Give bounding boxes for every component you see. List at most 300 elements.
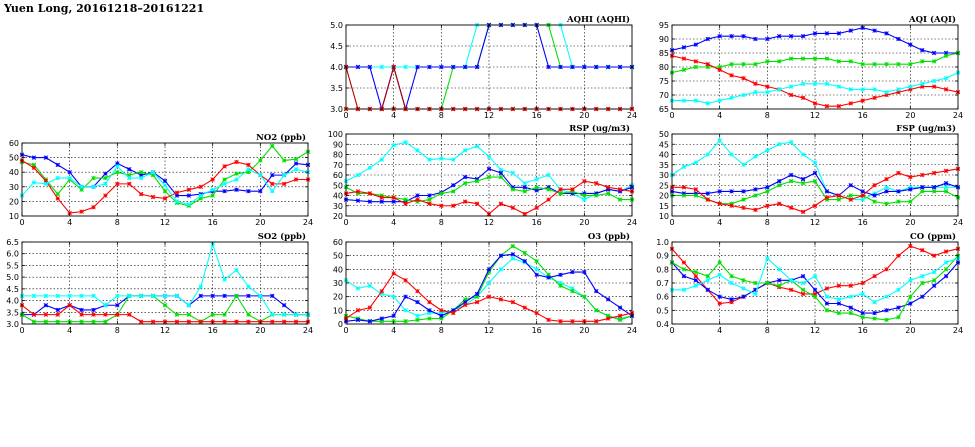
aqi-point-green [908, 62, 912, 66]
aqhi-point-blue [356, 65, 360, 69]
fsp-point-cyan [730, 153, 734, 157]
co-point-blue [944, 274, 948, 278]
fsp-point-cyan [694, 161, 698, 165]
co-point-green [908, 295, 912, 299]
rsp-point-red [571, 187, 575, 191]
y-tick-label: 60 [332, 171, 343, 180]
so2-point-cyan [223, 278, 227, 282]
y-tick-label: 50 [332, 251, 343, 261]
y-tick-label: 0.9 [656, 251, 669, 261]
y-tick-label: 70 [332, 160, 343, 170]
no2-point-cyan [80, 185, 84, 189]
so2-point-cyan [270, 313, 274, 317]
x-tick-label: 8 [438, 326, 444, 335]
aqi-point-green [777, 60, 781, 64]
fsp-point-red [789, 206, 793, 210]
fsp-point-green [682, 194, 686, 198]
no2-point-green [258, 159, 262, 163]
x-tick-label: 16 [857, 326, 868, 335]
aqi-point-blue [682, 46, 686, 50]
rsp-point-red [606, 185, 610, 189]
fsp-point-red [706, 198, 710, 202]
so2-point-blue [80, 308, 84, 312]
x-tick-label: 12 [809, 111, 821, 120]
aqi-point-cyan [730, 96, 734, 100]
so2-point-green [56, 320, 60, 324]
so2-point-red [32, 313, 36, 317]
aqi-point-red [706, 62, 710, 66]
rsp-point-green [547, 187, 551, 191]
rsp-point-green [523, 190, 527, 194]
y-tick-label: 1.0 [656, 238, 669, 247]
co-point-green [920, 281, 924, 285]
no2-point-green [56, 192, 60, 196]
x-tick-label: 0 [19, 218, 25, 227]
co-point-green [885, 318, 889, 322]
no2-point-red [92, 205, 96, 209]
rsp-point-cyan [487, 155, 491, 159]
no2-point-red [199, 185, 203, 189]
y-tick-label: 0.5 [656, 306, 669, 316]
rsp-point-cyan [416, 149, 420, 153]
fsp-point-cyan [718, 138, 722, 142]
o3-point-red [487, 295, 491, 299]
co-point-cyan [682, 288, 686, 292]
co-point-cyan [813, 274, 817, 278]
aqi-point-red [873, 96, 877, 100]
so2-point-red [247, 320, 251, 324]
x-tick-label: 20 [905, 218, 916, 227]
x-tick-label: 24 [626, 326, 638, 335]
rsp-point-red [439, 204, 443, 208]
o3-point-green [428, 317, 432, 321]
co-point-cyan [897, 288, 901, 292]
aqi-point-cyan [873, 88, 877, 92]
o3-point-green [523, 251, 527, 255]
o3-point-blue [559, 273, 563, 277]
co-point-cyan [944, 261, 948, 265]
co-point-cyan [777, 267, 781, 271]
fsp-point-green [742, 198, 746, 202]
rsp-point-green [428, 198, 432, 202]
fsp-point-red [861, 194, 865, 198]
co-title: CO (ppm) [909, 232, 956, 242]
aqi-point-blue [885, 32, 889, 36]
y-tick-label: 3.0 [330, 105, 343, 114]
rsp-point-cyan [511, 171, 515, 175]
so2-point-green [175, 313, 179, 317]
aqi-point-green [897, 62, 901, 66]
so2-point-red [282, 320, 286, 324]
no2-point-cyan [294, 167, 298, 171]
o3-point-red [535, 311, 539, 315]
o3-point-green [404, 319, 408, 323]
co-point-green [897, 315, 901, 319]
co-point-green [944, 267, 948, 271]
y-tick-label: 10 [8, 212, 19, 221]
so2-point-blue [56, 308, 60, 312]
fsp-point-red [837, 194, 841, 198]
o3-point-cyan [499, 267, 503, 271]
y-tick-label: 50 [658, 130, 669, 139]
x-tick-label: 24 [626, 218, 638, 227]
y-tick-label: 45 [658, 140, 669, 150]
aqi-point-red [932, 85, 936, 89]
aqi-point-green [754, 62, 758, 66]
fsp-point-green [789, 179, 793, 183]
fsp-point-cyan [754, 155, 758, 159]
rsp-point-red [475, 202, 479, 206]
fsp-point-red [920, 173, 924, 177]
so2-point-cyan [127, 294, 131, 298]
so2-point-blue [282, 303, 286, 307]
fsp-point-green [932, 190, 936, 194]
no2-point-green [104, 176, 108, 180]
y-tick-label: 20 [332, 292, 343, 302]
no2-point-cyan [163, 183, 167, 187]
x-tick-label: 8 [438, 218, 444, 227]
aqhi-point-cyan [380, 65, 384, 69]
aqhi-point-blue [439, 65, 443, 69]
o3-point-cyan [392, 295, 396, 299]
rsp-point-cyan [463, 149, 467, 153]
aqhi-title: AQHI (AQHI) [566, 15, 630, 25]
aqi-point-blue [789, 34, 793, 38]
so2-point-cyan [44, 294, 48, 298]
y-tick-label: 50 [8, 153, 19, 163]
rsp-point-green [451, 190, 455, 194]
rsp-point-green [559, 192, 563, 196]
x-tick-label: 16 [857, 111, 868, 120]
o3-point-red [356, 308, 360, 312]
aqhi-point-blue [475, 65, 479, 69]
co-point-cyan [825, 295, 829, 299]
rsp-point-green [582, 194, 586, 198]
fsp-point-blue [897, 190, 901, 194]
aqi-point-blue [813, 32, 817, 36]
fsp-point-red [944, 169, 948, 173]
co-point-red [849, 284, 853, 288]
fsp-point-blue [789, 173, 793, 177]
x-tick-label: 8 [764, 218, 770, 227]
y-tick-label: 5.5 [6, 261, 19, 271]
x-tick-label: 0 [669, 326, 675, 335]
o3-point-red [511, 300, 515, 304]
so2-title: SO2 (ppb) [257, 232, 306, 242]
rsp-point-green [511, 187, 515, 191]
y-tick-label: 4.0 [330, 63, 343, 72]
so2-point-green [104, 320, 108, 324]
no2-point-red [104, 194, 108, 198]
no2-point-green [139, 170, 143, 174]
no2-point-green [163, 189, 167, 193]
o3-point-red [594, 319, 598, 323]
so2-frame [22, 242, 308, 324]
aqhi-point-dark_red [392, 65, 396, 69]
y-tick-label: 4.0 [6, 296, 19, 306]
co-point-green [718, 261, 722, 265]
o3-point-red [547, 318, 551, 322]
co-point-blue [932, 284, 936, 288]
so2-point-blue [199, 294, 203, 298]
o3-point-blue [582, 270, 586, 274]
aqi-point-cyan [861, 88, 865, 92]
so2-point-cyan [163, 294, 167, 298]
rsp-point-cyan [451, 158, 455, 162]
co-point-green [765, 281, 769, 285]
o3-point-blue [594, 289, 598, 293]
co-point-red [837, 284, 841, 288]
no2-point-cyan [270, 189, 274, 193]
so2-point-blue [44, 303, 48, 307]
fsp-point-blue [706, 192, 710, 196]
rsp-point-red [428, 202, 432, 206]
no2-point-cyan [68, 176, 72, 180]
co-point-cyan [885, 295, 889, 299]
no2-point-cyan [199, 194, 203, 198]
o3-title: O3 (ppb) [587, 232, 630, 242]
o3-point-green [571, 289, 575, 293]
y-tick-label: 100 [327, 130, 343, 139]
no2-point-blue [56, 163, 60, 167]
so2-point-cyan [151, 294, 155, 298]
o3-point-red [368, 306, 372, 310]
no2-point-red [80, 210, 84, 214]
co-point-red [932, 254, 936, 258]
rsp-point-blue [499, 171, 503, 175]
aqi-point-red [694, 60, 698, 64]
rsp-point-red [559, 187, 563, 191]
x-tick-label: 4 [67, 218, 73, 227]
o3-point-blue [618, 306, 622, 310]
aqi-point-blue [825, 32, 829, 36]
x-tick-label: 8 [114, 326, 120, 335]
x-tick-label: 4 [391, 326, 397, 335]
o3-point-blue [511, 252, 515, 256]
aqhi-point-blue [463, 65, 467, 69]
co-point-blue [873, 311, 877, 315]
aqi-point-green [813, 57, 817, 61]
aqi-point-cyan [742, 93, 746, 97]
co-point-blue [920, 295, 924, 299]
no2-point-cyan [104, 182, 108, 186]
y-tick-label: 35 [658, 160, 669, 170]
aqi-point-cyan [932, 79, 936, 83]
no2-point-red [282, 182, 286, 186]
co-point-blue [682, 274, 686, 278]
y-tick-label: 60 [8, 139, 19, 148]
so2-point-red [223, 320, 227, 324]
so2-point-green [32, 320, 36, 324]
no2-point-red [223, 164, 227, 168]
aqi-point-cyan [718, 99, 722, 103]
so2-point-green [235, 294, 239, 298]
x-tick-label: 8 [764, 326, 770, 335]
rsp-point-cyan [404, 140, 408, 144]
co-point-cyan [742, 287, 746, 291]
co-point-blue [825, 302, 829, 306]
aqhi-point-blue [547, 65, 551, 69]
rsp-point-red [523, 212, 527, 216]
no2-point-red [115, 182, 119, 186]
x-tick-label: 20 [255, 326, 266, 335]
o3-point-blue [404, 295, 408, 299]
x-tick-label: 12 [159, 218, 171, 227]
co-point-green [754, 281, 758, 285]
aqhi-point-blue [582, 65, 586, 69]
no2-point-red [294, 178, 298, 182]
aqi-point-green [920, 60, 924, 64]
co-point-blue [777, 278, 781, 282]
no2-point-red [211, 178, 215, 182]
no2-point-green [235, 172, 239, 176]
x-tick-label: 12 [159, 326, 171, 335]
no2-point-cyan [44, 182, 48, 186]
o3-point-blue [606, 298, 610, 302]
so2-point-green [211, 313, 215, 317]
aqi-point-cyan [777, 88, 781, 92]
rsp-point-cyan [547, 173, 551, 177]
rsp-point-cyan [392, 143, 396, 147]
o3-point-red [451, 311, 455, 315]
o3-point-blue [535, 273, 539, 277]
y-tick-label: 0.7 [656, 279, 669, 288]
y-tick-label: 90 [332, 140, 343, 150]
o3-point-red [606, 317, 610, 321]
no2-point-blue [270, 173, 274, 177]
no2-point-cyan [175, 200, 179, 204]
aqi-point-cyan [801, 82, 805, 86]
aqi-point-green [694, 65, 698, 69]
co-point-green [849, 311, 853, 315]
co-point-cyan [849, 295, 853, 299]
no2-point-blue [163, 179, 167, 183]
no2-point-cyan [223, 182, 227, 186]
o3-point-green [582, 295, 586, 299]
aqi-point-green [825, 57, 829, 61]
fsp-point-blue [932, 185, 936, 189]
co-point-cyan [718, 273, 722, 277]
aqi-point-blue [873, 29, 877, 33]
x-tick-label: 16 [531, 218, 542, 227]
o3-point-blue [487, 267, 491, 271]
rsp-point-cyan [439, 157, 443, 161]
o3-point-green [594, 308, 598, 312]
aqhi-point-blue [618, 65, 622, 69]
co-point-cyan [706, 278, 710, 282]
aqi-point-green [789, 57, 793, 61]
co-point-cyan [873, 300, 877, 304]
aqi-point-blue [754, 37, 758, 41]
no2-point-cyan [32, 181, 36, 185]
aqhi-point-blue [416, 65, 420, 69]
co-point-cyan [801, 281, 805, 285]
aqhi-point-blue [559, 65, 563, 69]
o3-point-blue [416, 300, 420, 304]
rsp-point-green [618, 198, 622, 202]
fsp-point-red [801, 210, 805, 214]
fsp-point-blue [718, 190, 722, 194]
fsp-point-blue [813, 171, 817, 175]
o3-point-red [380, 289, 384, 293]
fsp-point-green [897, 200, 901, 204]
no2-point-red [175, 191, 179, 195]
so2-point-cyan [115, 294, 119, 298]
o3-point-green [618, 318, 622, 322]
fsp-point-green [837, 198, 841, 202]
no2-point-green [115, 170, 119, 174]
o3-point-red [475, 300, 479, 304]
so2-point-red [139, 320, 143, 324]
no2-point-red [127, 182, 131, 186]
x-tick-label: 0 [19, 326, 25, 335]
aqi-point-red [944, 88, 948, 92]
aqhi-point-blue [571, 65, 575, 69]
no2-point-red [32, 166, 36, 170]
x-tick-label: 4 [717, 218, 723, 227]
so2-point-cyan [56, 294, 60, 298]
no2-point-cyan [139, 176, 143, 180]
aqi-point-blue [694, 43, 698, 47]
no2-point-blue [223, 189, 227, 193]
rsp-point-green [404, 198, 408, 202]
y-tick-label: 20 [658, 191, 669, 201]
fsp-point-green [885, 202, 889, 206]
so2-point-red [187, 320, 191, 324]
rsp-title: RSP (ug/m3) [569, 124, 630, 134]
o3-point-blue [547, 276, 551, 280]
so2-point-green [187, 313, 191, 317]
so2-point-blue [270, 294, 274, 298]
o3-point-blue [368, 319, 372, 323]
no2-point-green [282, 159, 286, 163]
y-tick-label: 40 [8, 168, 19, 178]
co-point-green [730, 274, 734, 278]
co-point-cyan [754, 292, 758, 296]
aqi-point-cyan [694, 99, 698, 103]
o3-point-green [535, 259, 539, 263]
o3-point-blue [392, 314, 396, 318]
co-point-green [682, 267, 686, 271]
x-tick-label: 16 [207, 326, 218, 335]
co-point-red [920, 248, 924, 252]
co-point-blue [801, 274, 805, 278]
fsp-point-cyan [777, 142, 781, 146]
rsp-point-red [451, 204, 455, 208]
fsp-point-blue [861, 190, 865, 194]
no2-point-cyan [247, 167, 251, 171]
fsp-point-red [897, 171, 901, 175]
y-tick-label: 80 [332, 150, 343, 160]
fsp-point-cyan [801, 153, 805, 157]
co-point-green [777, 284, 781, 288]
rsp-point-blue [356, 199, 360, 203]
y-tick-label: 0.8 [656, 265, 669, 275]
co-point-blue [849, 306, 853, 310]
aqi-point-green [873, 62, 877, 66]
aqi-point-red [801, 96, 805, 100]
so2-point-green [247, 313, 251, 317]
no2-title: NO2 (ppb) [256, 133, 306, 143]
x-tick-label: 12 [483, 111, 495, 120]
aqi-point-cyan [682, 99, 686, 103]
no2-point-blue [44, 156, 48, 160]
so2-point-cyan [187, 303, 191, 307]
y-tick-label: 4.5 [6, 284, 19, 294]
no2-point-blue [258, 189, 262, 193]
so2-point-cyan [294, 313, 298, 317]
rsp-point-red [535, 206, 539, 210]
